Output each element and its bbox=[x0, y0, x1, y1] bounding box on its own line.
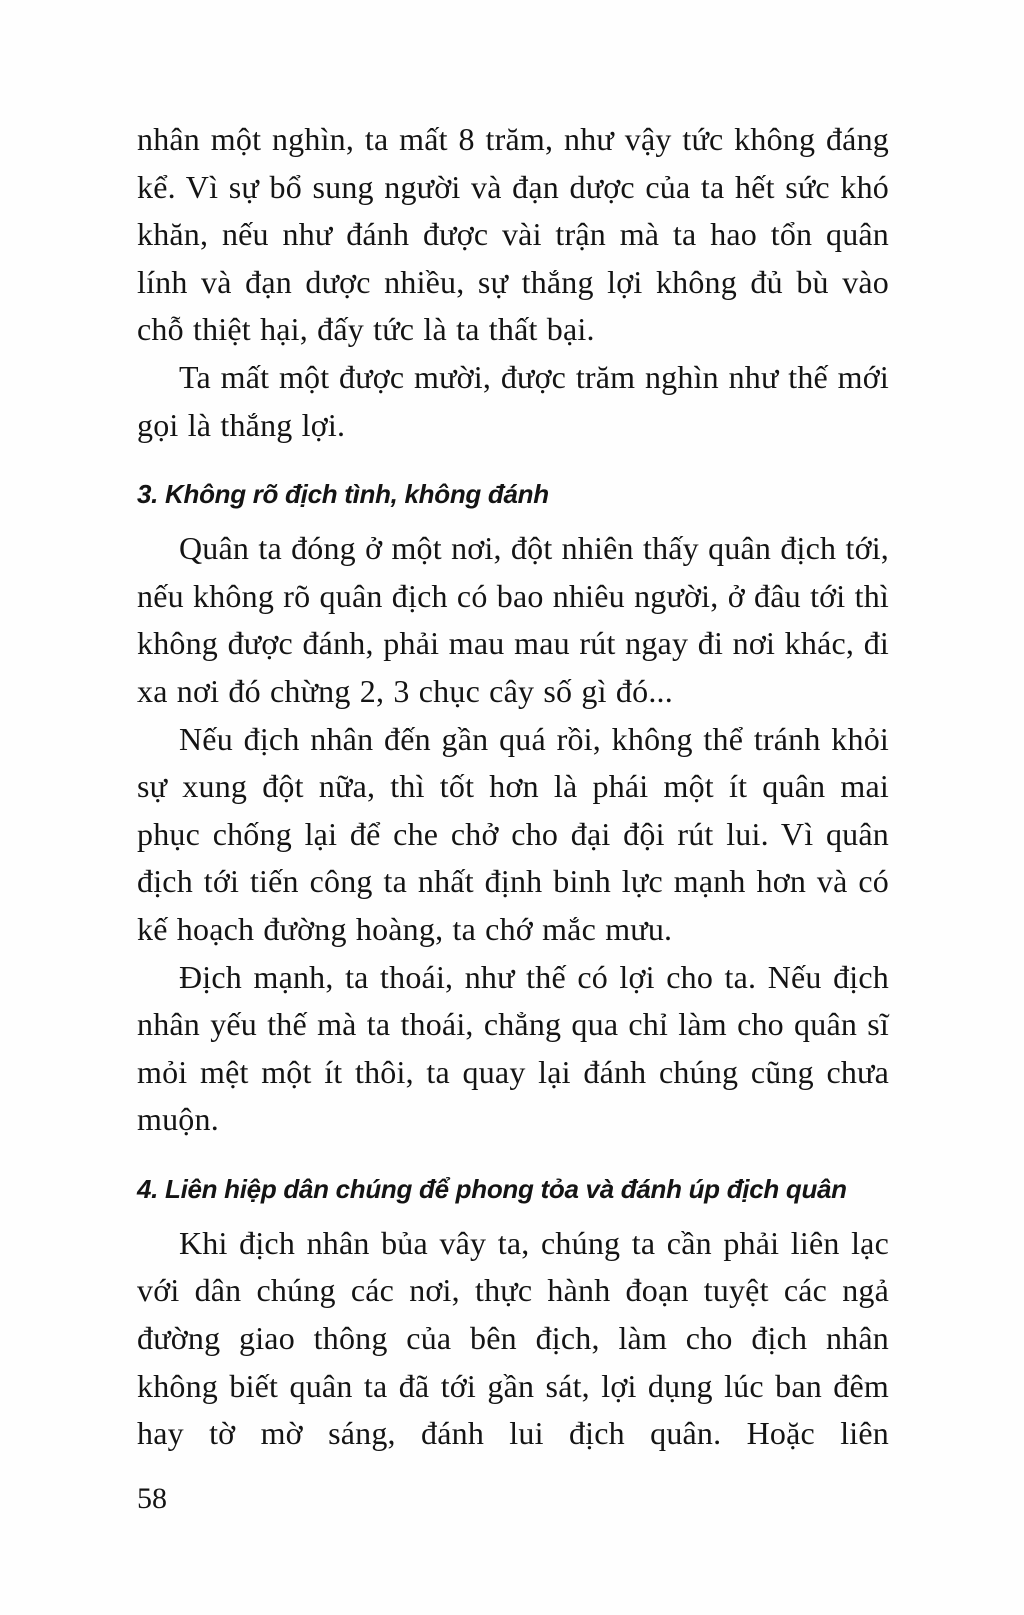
paragraph: Nếu địch nhân đến gần quá rồi, không thể tránh khỏi sự xung đột nữa, thì tốt hơn là phái một ít quân mai phục chống lại để che chở cho đại đội rút lui. Vì quân địch tới tiến công ta nhất định binh lực mạnh hơn và có kế hoạch đường hoàng, ta chớ mắc mưu. bbox=[137, 720, 889, 947]
section-heading-3: 3. Không rõ địch tình, không đánh bbox=[137, 479, 549, 510]
paragraph-continuation: nhân một nghìn, ta mất 8 trăm, như vậy tức không đáng kể. Vì sự bổ sung người và đạn dược của ta hết sức khó khăn, nếu như đánh được vài trận mà ta hao tổn quân lính và đạn dược nhiều, sự thắng lợi không đủ bù vào chỗ thiệt hại, đấy tức là ta thất bại. bbox=[137, 121, 889, 348]
paragraph: Địch mạnh, ta thoái, như thế có lợi cho ta. Nếu địch nhân yếu thế mà ta thoái, chẳng qua chỉ làm cho quân sĩ mỏi mệt một ít thôi, ta quay lại đánh chúng cũng chưa muộn. bbox=[137, 958, 889, 1138]
paragraph: Ta mất một được mười, được trăm nghìn như thế mới gọi là thắng lợi. bbox=[137, 358, 889, 443]
page-content bbox=[137, 116, 889, 1458]
section-heading-4: 4. Liên hiệp dân chúng để phong tỏa và đánh úp địch quân bbox=[137, 1173, 847, 1204]
paragraph-runs-to-next-page: Khi địch nhân bủa vây ta, chúng ta cần phải liên lạc với dân chúng các nơi, thực hành đoạn tuyệt các ngả đường giao thông của bên địch, làm cho địch nhân không biết quân ta đã tới gần sát, lợi dụng lúc ban đêm hay tờ mờ sáng, đánh lui địch quân. Hoặc liên bbox=[137, 1224, 889, 1452]
paragraph: Quân ta đóng ở một nơi, đột nhiên thấy quân địch tới, nếu không rõ quân địch có bao nhiêu người, ở đâu tới thì không được đánh, phải mau mau rút ngay đi nơi khác, đi xa nơi đó chừng 2, 3 chục cây số gì đó... bbox=[137, 530, 889, 709]
page-number: 58 bbox=[137, 1482, 167, 1515]
